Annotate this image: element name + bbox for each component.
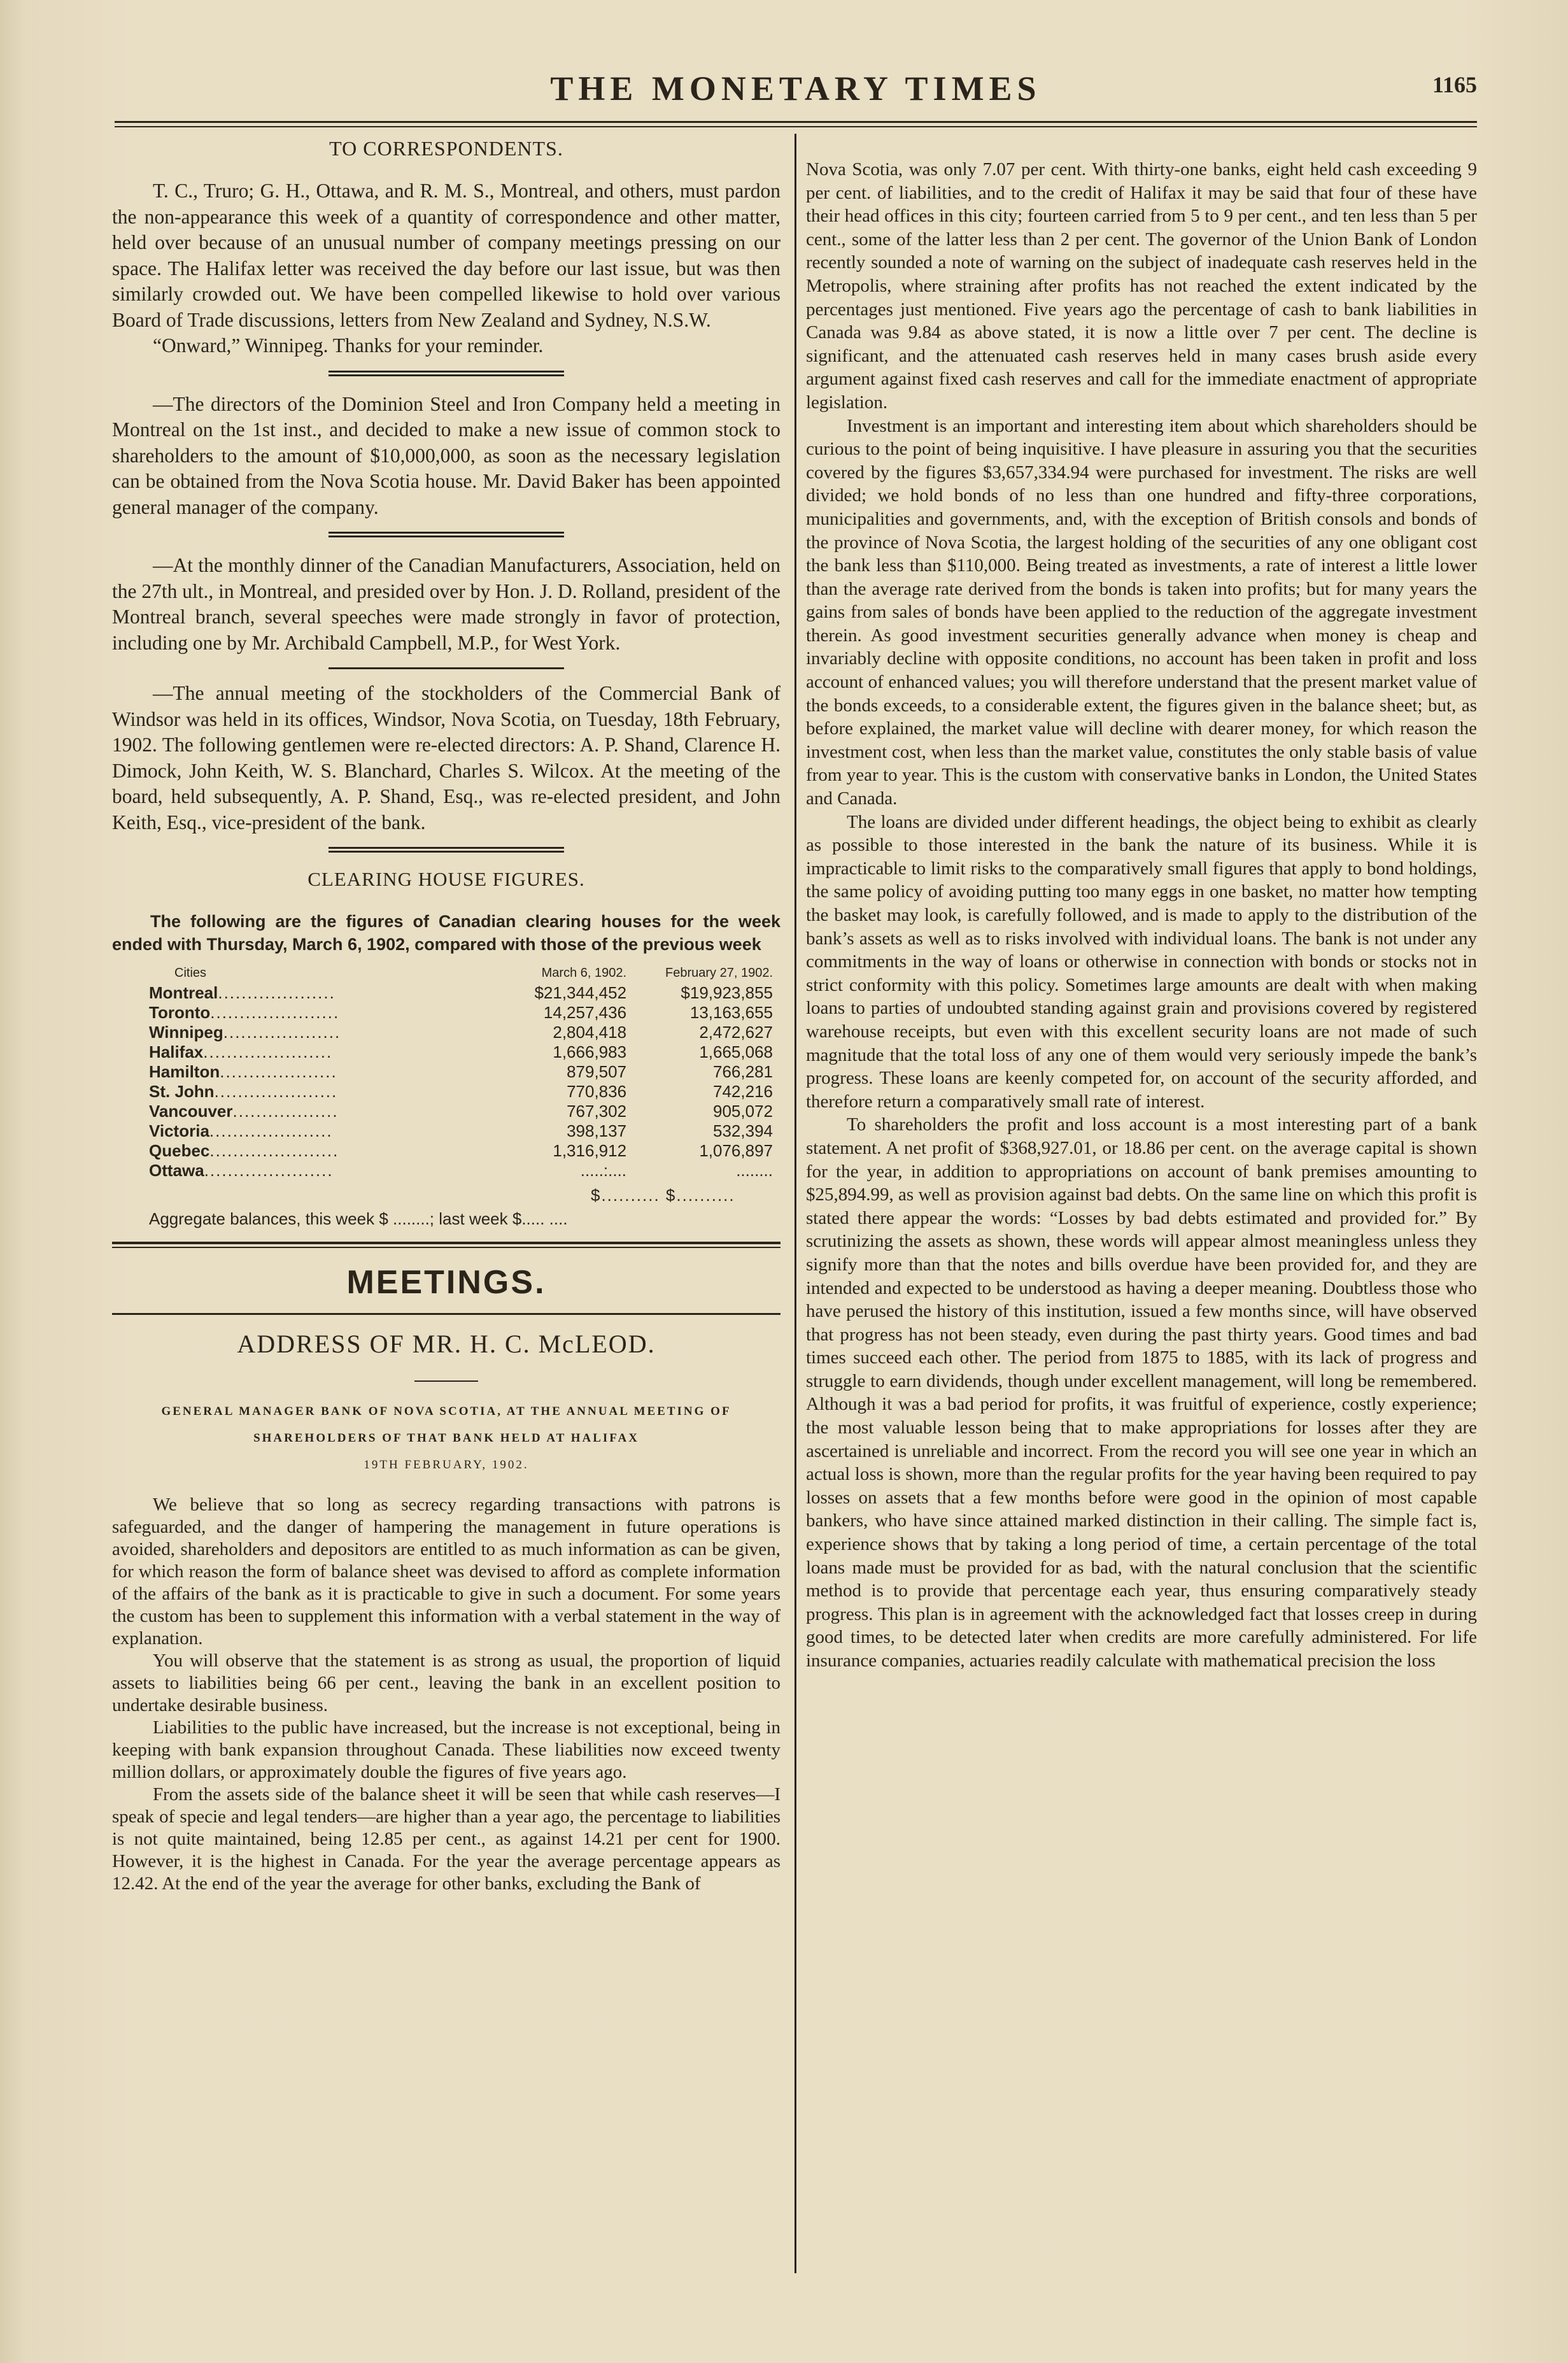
- february-value: 2,472,627: [699, 1023, 773, 1042]
- right-paragraph-2: Investment is an important and interesting item about which shareholders should be curious to the point of being inquisitive. I have pleasure in assuring you that the securities covered by the figures $3,657,334.94 were purchased for investment. The risks are well divided; we hold bonds of no less than one hundred and fifty-three corporations, municipalities and governments, and, with the exception of British consols and bonds of the province of Nova Scotia, the largest holding of the securities of any one obligant cost the bank less than $110,000. Being treated as investments, a rate of interest a little lower than the average rate derived from the bonds is taken into profits; but for many years the gains from sales of bonds have been applied to the reduction of the aggregate investment therein. As good investment securities generally advance when money is cheap and invariably decline with opposite conditions, no account has been taken in profit and loss account of enhanced values; you will therefore understand that the present market value of the bonds exceeds, to a considerable extent, the figures given in the balance sheet; but, as before explained, the market value will decline with dearer money, for which reason the investment cost, when less than the market value, constitutes the only stable basis of value from year to year. This is the custom with conservative banks in London, the United States and Canada.: [806, 415, 1477, 809]
- clearing-house-table: [149, 963, 773, 1181]
- meetings-rule: [112, 1313, 780, 1315]
- march-value: 770,836: [567, 1082, 627, 1101]
- address-subtitle-line1: GENERAL MANAGER BANK OF NOVA SCOTIA, AT THE ANNUAL MEETING OF: [161, 1405, 731, 1418]
- leader-dots: ....................: [223, 1023, 341, 1042]
- table-row: [149, 1062, 773, 1082]
- page-number: 1165: [1432, 72, 1477, 97]
- march-value: 398,137: [567, 1121, 627, 1140]
- february-value: 13,163,655: [689, 1003, 773, 1022]
- february-value: 766,281: [713, 1062, 773, 1081]
- leader-dots: ......................: [209, 1141, 339, 1160]
- section-rule: [328, 847, 564, 849]
- clearing-table-body: [149, 983, 773, 1181]
- speech-paragraph-2: You will observe that the statement is as strong as usual, the proportion of liquid assets to liabilities being 66 per cent., leaving the bank in an excellent position to undertake desirable business.: [112, 1650, 780, 1715]
- column-header-cities: Cities: [174, 966, 207, 980]
- city-name: St. John: [149, 1082, 215, 1101]
- header-rule: [115, 121, 1477, 123]
- city-name: Montreal: [149, 983, 218, 1002]
- address-heading: ADDRESS OF MR. H. C. McLEOD.: [237, 1330, 656, 1358]
- city-name: Winnipeg: [149, 1023, 223, 1042]
- column-divider: [795, 134, 796, 2273]
- newspaper-title: THE MONETARY TIMES: [550, 69, 1042, 108]
- leader-dots: .....................: [214, 1082, 338, 1101]
- table-row: [149, 1082, 773, 1102]
- city-name: Hamilton: [149, 1062, 220, 1081]
- february-value: ........: [736, 1161, 773, 1180]
- table-row: [149, 1121, 773, 1141]
- table-row: [149, 1141, 773, 1161]
- february-value: 1,665,068: [699, 1042, 773, 1061]
- february-value: 532,394: [713, 1121, 773, 1140]
- city-cell: [149, 983, 497, 1003]
- address-subtitle-line2: SHAREHOLDERS OF THAT BANK HELD AT HALIFAX: [253, 1431, 639, 1445]
- city-cell: [149, 1121, 497, 1141]
- masthead: [115, 64, 1477, 115]
- column-header-february: February 27, 1902.: [665, 966, 773, 980]
- clearing-totals: [149, 1186, 780, 1229]
- leader-dots: ......................: [210, 1003, 340, 1022]
- city-cell: [149, 1082, 497, 1102]
- right-paragraph-4: To shareholders the profit and loss account is a most interesting part of a bank statement. A net profit of $368,927.01, or 18.86 per cent. on the average capital is shown for the year, in addition to appropriations on account of bank premises amounting to $25,894.99, as well as provision against bad debts. On the same line on which this profit is stated there appear the words: “Losses by bad debts estimated and provided for.” By scrutinizing the assets as shown, these words will appear almost meaningless unless they signify more than that the notes and bills overdue have been provided for, and they are intended and expected to be understood as having a deeper meaning. Doubtless those who have perused the history of this institution, issued a few months since, will have observed that progress has not been steady, even during the past thirty years. Good times and bad times succeed each other. The period from 1875 to 1885, with its lack of progress and struggle to earn dividends, though under excellent management, will long be remembered. Although it was a bad period for profits, it was fruitful of experience, costly experience; the most valuable lesson being that to make appropriations for losses after they are ascertained is unreliable and incorrect. From the record you will see one year in which an actual loss is shown, more than the regular profits for the year having been required to pay losses on assets that a few months before were good in the opinion of most capable bankers, who have since attained marked distinction in their calling. The simple fact is, experience shows that by taking a long period of time, a certain percentage of the total loans made must be provided for as bad, with the natural conclusion that the scientific method is to provide that percentage each year, thus ensuring comparatively steady progress. This plan is in agreement with the acknowledged fact that losses creep in during good times, to be detected later when credits are more carefully administered. For life insurance companies, actuaries readily calculate with mathematical precision the loss: [806, 1114, 1477, 1671]
- correspondents-note: “Onward,” Winnipeg. Thanks for your reminder.: [153, 334, 544, 357]
- meetings-top-rule-thin: [112, 1247, 780, 1248]
- left-column: [112, 137, 780, 1895]
- speech-paragraph-4: From the assets side of the balance sheet it will be seen that while cash reserves—I speak of specie and legal tenders—are higher than a year ago, the percentage to liabilities is not quite maintained, being 12.85 per cent., as against 14.21 per cent for 1900. However, it is the highest in Canada. For the year the average percentage appears as 12.42. At the end of the year the average for other banks, excluding the Bank of: [112, 1784, 780, 1894]
- table-row: [149, 1003, 773, 1023]
- dominion-steel-item: —The directors of the Dominion Steel and Iron Company held a meeting in Montreal on the 1st inst., and decided to make a new issue of common stock to shareholders to the amount of $10,000,000, as soon as the necessary legislation can be obtained from the Nova Scotia house. Mr. David Baker has been appointed general manager of the company.: [112, 392, 780, 518]
- address-rule: [414, 1380, 478, 1382]
- windsor-bank-item: —The annual meeting of the stockholders of the Commercial Bank of Windsor was held in its offices, Windsor, Nova Scotia, on Tuesday, 18th February, 1902. The following gentlemen were re-elected directors: A. P. Shand, Clarence H. Dimock, John Keith, W. S. Blanchard, Charles S. Wilcox. At the meeting of the board, held subsequently, A. P. Shand, Esq., was re-elected president, and John Keith, Esq., vice-president of the bank.: [112, 682, 780, 834]
- march-value: 2,804,418: [553, 1023, 627, 1042]
- meetings-top-rule: [112, 1242, 780, 1244]
- march-value: 767,302: [567, 1102, 627, 1121]
- march-value: .....:....: [580, 1161, 627, 1180]
- section-rule: [328, 371, 564, 373]
- section-rule: [328, 532, 564, 534]
- leader-dots: ....................: [220, 1062, 337, 1081]
- february-value: 1,076,897: [699, 1141, 773, 1160]
- speech-paragraph-1: We believe that so long as secrecy regarding transactions with patrons is safeguarded, and the danger of hampering the management in future operations is avoided, shareholders and depositors are entitled to as much information as can be given, for which reason the form of balance sheet was devised to afford as complete information of the affairs of the bank as it is practicable to give in such a document. For some years the custom has been to supplement this information with a verbal statement in the way of explanation.: [112, 1494, 780, 1649]
- city-name: Quebec: [149, 1141, 210, 1160]
- leader-dots: ......................: [204, 1161, 334, 1180]
- city-name: Ottawa: [149, 1161, 204, 1180]
- city-name: Halifax: [149, 1042, 204, 1061]
- march-value: 14,257,436: [543, 1003, 627, 1022]
- speech-paragraph-3: Liabilities to the public have increased, but the increase is not exceptional, being in keeping with bank expansion throughout Canada. These liabilities now exceed twenty million dollars, or approximately double the figures of five years ago.: [112, 1717, 780, 1782]
- header-rule-secondary: [115, 126, 1477, 127]
- city-cell: [149, 1062, 497, 1082]
- march-value: $21,344,452: [534, 983, 627, 1002]
- right-paragraph-3: The loans are divided under different headings, the object being to exhibit as clearly as possible to those interested in the bank the nature of its business. While it is impracticable to limit risks to the comparatively small figures that apply to bond holdings, the same policy of avoiding putting too many eggs in one basket, no matter how tempting the basket may look, is carefully followed, and is made to apply to the distribution of the bank’s assets as well as to risks involved with individual loans. The bank is not under any commitments in the way of loans or otherwise in connection with bonds or stocks not in strict conformity with this policy. Sometimes large amounts are dealt with when making loans to parties of undoubted standing against grain and provisions covered by registered warehouse receipts, but even with this excellent security loans are not made of such magnitude that the total loss of any one of them would very seriously impede the bank’s progress. These loans are keenly competed for, on account of the security afforded, and therefore return a comparatively small rate of interest.: [806, 811, 1477, 1112]
- section-rule: [328, 667, 564, 669]
- totals-line: $.......... $..........: [591, 1186, 735, 1205]
- city-name: Toronto: [149, 1003, 211, 1022]
- city-name: Victoria: [149, 1121, 209, 1140]
- leader-dots: ..................: [232, 1102, 339, 1121]
- table-row: [149, 983, 773, 1003]
- table-row: [149, 1102, 773, 1121]
- right-paragraph-1: Nova Scotia, was only 7.07 per cent. With thirty-one banks, eight held cash exceeding 9 per cent. of liabilities, and to the credit of Halifax it may be said that four of these have their head offices in this city; fourteen carried from 5 to 9 per cent., and ten less than 5 per cent., some of the latter less than 2 per cent. The governor of the Union Bank of London recently sounded a note of warning on the subject of inadequate cash reserves held in the Metropolis, where straining after profits has not reached the extent indicated by the percentages just mentioned. Five years ago the percentage of cash to bank liabilities in Canada was 9.84 as above stated, it is now a little over 7 per cent. The decline is significant, and the attenuated cash reserves held in many cases brush aside every argument against fixed cash reserves and call for the immediate enactment of appropriate legislation.: [806, 159, 1477, 413]
- leader-dots: ......................: [203, 1042, 333, 1061]
- address-date: 19TH FEBRUARY, 1902.: [364, 1458, 529, 1472]
- right-column: [806, 158, 1477, 1673]
- column-header-march: March 6, 1902.: [541, 966, 627, 980]
- city-cell: [149, 1003, 497, 1023]
- clearing-house-heading: CLEARING HOUSE FIGURES.: [307, 868, 585, 890]
- meetings-heading: MEETINGS.: [346, 1264, 546, 1301]
- march-value: 1,316,912: [553, 1141, 627, 1160]
- february-value: 905,072: [713, 1102, 773, 1121]
- city-cell: [149, 1023, 497, 1042]
- table-row: [149, 1023, 773, 1042]
- february-value: $19,923,855: [681, 983, 773, 1002]
- february-value: 742,216: [713, 1082, 773, 1101]
- city-name: Vancouver: [149, 1102, 233, 1121]
- table-row: [149, 1161, 773, 1181]
- clearing-house-intro: The following are the figures of Canadian clearing houses for the week ended with Thursday, March 6, 1902, compared with those of the previous week: [112, 912, 780, 954]
- correspondents-paragraph: T. C., Truro; G. H., Ottawa, and R. M. S., Montreal, and others, must pardon the non-appearance this week of a quantity of correspondence and other matter, held over because of an unusual number of company meetings pressing on our space. The Halifax letter was received the day before our last issue, but was then similarly crowded out. We have been compelled likewise to hold over various Board of Trade discussions, letters from New Zealand and Sydney, N.S.W.: [112, 180, 780, 331]
- march-value: 879,507: [567, 1062, 627, 1081]
- city-cell: [149, 1042, 497, 1062]
- manufacturers-item: —At the monthly dinner of the Canadian Manufacturers, Association, held on the 27th ult., in Montreal, and presided over by Hon. J. D. Rolland, president of the Montreal branch, several speeches were made strongly in favor of protection, including one by Mr. Archibald Campbell, M.P., for West York.: [112, 554, 780, 654]
- aggregate-balances: Aggregate balances, this week $ ........; last week $..... ....: [149, 1209, 568, 1228]
- march-value: 1,666,983: [553, 1042, 627, 1061]
- city-cell: [149, 1102, 497, 1121]
- leader-dots: .....................: [209, 1121, 333, 1140]
- city-cell: [149, 1161, 497, 1181]
- table-header-row: [149, 963, 773, 983]
- table-row: [149, 1042, 773, 1062]
- correspondents-heading: TO CORRESPONDENTS.: [329, 137, 563, 160]
- city-cell: [149, 1141, 497, 1161]
- leader-dots: ....................: [218, 983, 335, 1002]
